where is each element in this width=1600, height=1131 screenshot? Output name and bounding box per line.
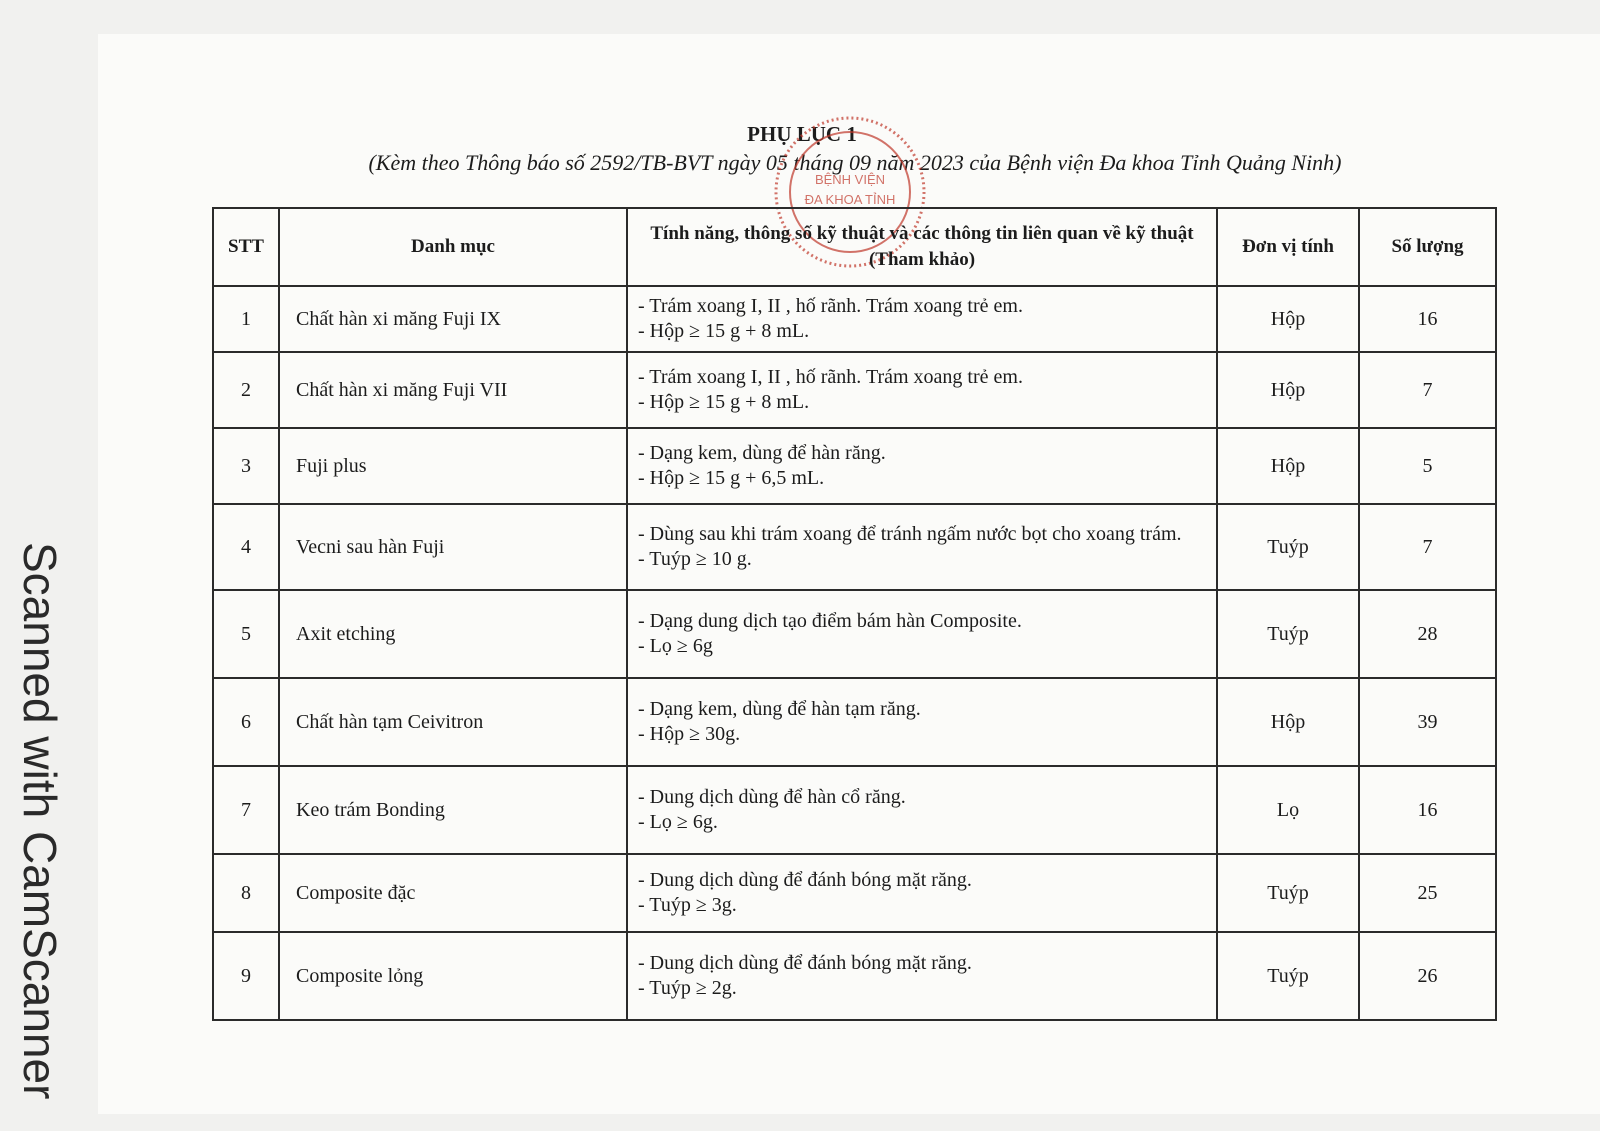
item-spec <box>627 854 1217 932</box>
item-name: Chất hàn xi măng Fuji VII <box>279 352 627 428</box>
spec-line: - Hộp ≥ 30g. <box>638 723 741 745</box>
spec-line: - Dung dịch dùng để đánh bóng mặt răng. <box>638 952 972 974</box>
column-header-unit: Đơn vị tính <box>1217 208 1359 286</box>
item-spec <box>627 766 1217 854</box>
item-quantity: 25 <box>1359 854 1496 932</box>
stamp-line-1: BỆNH VIỆN <box>814 172 886 187</box>
item-spec <box>627 286 1217 352</box>
table-row <box>213 286 1496 352</box>
item-spec <box>627 428 1217 504</box>
spec-line: - Hộp ≥ 15 g + 8 mL. <box>638 320 810 342</box>
item-spec <box>627 590 1217 678</box>
column-header-qty: Số lượng <box>1359 208 1496 286</box>
column-header-spec: Tính năng, thông số kỹ thuật và các thông tin liên quan về kỹ thuật (Tham khảo) <box>627 208 1217 286</box>
spec-line: - Lọ ≥ 6g. <box>638 811 718 833</box>
row-number: 9 <box>213 932 279 1020</box>
item-spec <box>627 932 1217 1020</box>
table-row <box>213 504 1496 590</box>
item-unit: Hộp <box>1217 428 1359 504</box>
appendix-subtitle: (Kèm theo Thông báo số 2592/TB-BVT ngày 05 tháng 09 năm 2023 của Bệnh viện Đa khoa Tỉnh Quảng Ninh) <box>368 150 1342 175</box>
supplies-table <box>212 207 1497 1021</box>
item-quantity: 26 <box>1359 932 1496 1020</box>
appendix-title: PHỤ LỤC 1 <box>747 122 857 146</box>
item-quantity: 7 <box>1359 504 1496 590</box>
spec-line: - Trám xoang I, II , hố rãnh. Trám xoang trẻ em. <box>638 366 1023 388</box>
item-name: Vecni sau hàn Fuji <box>279 504 627 590</box>
row-number: 2 <box>213 352 279 428</box>
table-row <box>213 854 1496 932</box>
spec-line: - Lọ ≥ 6g <box>638 635 713 657</box>
spec-line: - Dạng kem, dùng để hàn tạm răng. <box>638 698 921 720</box>
row-number: 6 <box>213 678 279 766</box>
spec-line: - Hộp ≥ 15 g + 6,5 mL. <box>638 467 825 489</box>
item-quantity: 16 <box>1359 766 1496 854</box>
item-quantity: 5 <box>1359 428 1496 504</box>
item-spec <box>627 678 1217 766</box>
row-number: 1 <box>213 286 279 352</box>
item-unit: Hộp <box>1217 286 1359 352</box>
item-unit: Tuýp <box>1217 590 1359 678</box>
table-row <box>213 352 1496 428</box>
item-name: Axit etching <box>279 590 627 678</box>
stamp-line-2: ĐA KHOA TỈNH <box>804 192 896 207</box>
item-unit: Lọ <box>1217 766 1359 854</box>
spec-line: - Dung dịch dùng để đánh bóng mặt răng. <box>638 869 972 891</box>
item-unit: Tuýp <box>1217 504 1359 590</box>
spec-line: - Tuýp ≥ 2g. <box>638 977 737 999</box>
table-row <box>213 766 1496 854</box>
row-number: 5 <box>213 590 279 678</box>
column-header-stt: STT <box>213 208 279 286</box>
item-quantity: 7 <box>1359 352 1496 428</box>
spec-line: - Dạng dung dịch tạo điểm bám hàn Composite. <box>638 610 1022 632</box>
row-number: 7 <box>213 766 279 854</box>
item-unit: Hộp <box>1217 352 1359 428</box>
spec-line: - Dung dịch dùng để hàn cổ răng. <box>638 786 906 808</box>
spec-line: - Trám xoang I, II , hố rãnh. Trám xoang trẻ em. <box>638 295 1023 317</box>
row-number: 3 <box>213 428 279 504</box>
item-name: Chất hàn tạm Ceivitron <box>279 678 627 766</box>
table-row <box>213 428 1496 504</box>
table-row <box>213 932 1496 1020</box>
item-quantity: 16 <box>1359 286 1496 352</box>
spec-line: - Dạng kem, dùng để hàn răng. <box>638 442 886 464</box>
spec-line: - Tuýp ≥ 3g. <box>638 894 737 916</box>
item-spec <box>627 504 1217 590</box>
spec-line: - Hộp ≥ 15 g + 8 mL. <box>638 391 810 413</box>
spec-line: - Tuýp ≥ 10 g. <box>638 548 752 570</box>
item-spec <box>627 352 1217 428</box>
item-name: Chất hàn xi măng Fuji IX <box>279 286 627 352</box>
column-header-name: Danh mục <box>279 208 627 286</box>
item-unit: Tuýp <box>1217 932 1359 1020</box>
item-unit: Hộp <box>1217 678 1359 766</box>
item-name: Fuji plus <box>279 428 627 504</box>
table-row <box>213 590 1496 678</box>
table-body <box>213 286 1496 1020</box>
spec-line: - Dùng sau khi trám xoang để tránh ngấm nước bọt cho xoang trám. <box>638 523 1182 545</box>
item-quantity: 28 <box>1359 590 1496 678</box>
table-row <box>213 678 1496 766</box>
item-quantity: 39 <box>1359 678 1496 766</box>
table-header-row <box>213 208 1496 286</box>
item-name: Composite đặc <box>279 854 627 932</box>
item-name: Composite lỏng <box>279 932 627 1020</box>
item-name: Keo trám Bonding <box>279 766 627 854</box>
camscanner-watermark: Scanned with CamScanner <box>14 542 66 1100</box>
row-number: 4 <box>213 504 279 590</box>
item-unit: Tuýp <box>1217 854 1359 932</box>
row-number: 8 <box>213 854 279 932</box>
